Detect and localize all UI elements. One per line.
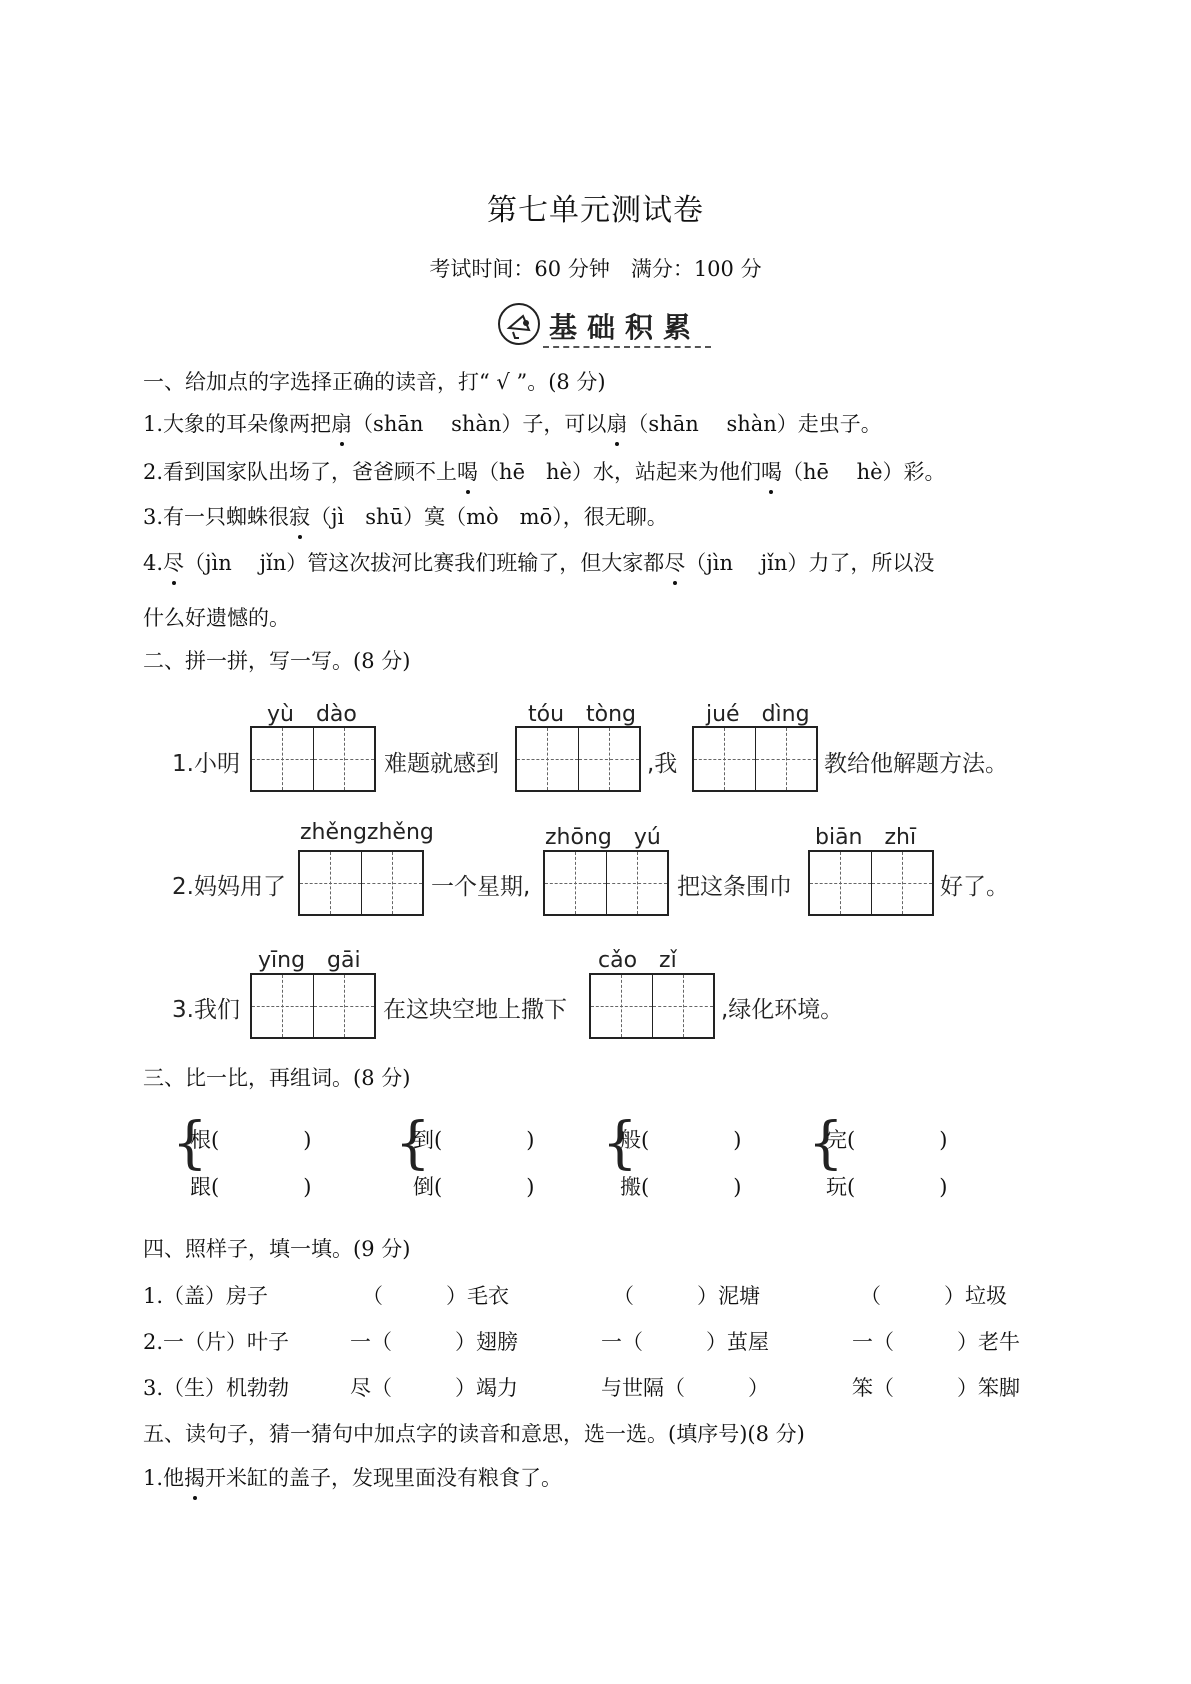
dotted-char: 寂: [289, 501, 310, 531]
brace-icon: {: [172, 1111, 208, 1176]
writing-grid[interactable]: [515, 726, 641, 792]
writing-grid[interactable]: [692, 726, 818, 792]
q2-text: ,我: [647, 751, 678, 777]
section-banner: [497, 302, 712, 354]
pinyin-label: yù dào: [267, 702, 357, 727]
q2-text: 在这块空地上撒下: [383, 997, 567, 1023]
q5-item-1: 1.他揭开米缸的盖子，发现里面没有粮食了。: [143, 1462, 562, 1492]
pinyin-label: tóu tòng: [528, 702, 637, 727]
q2-row-label: 3.我们: [172, 997, 240, 1023]
q1-item-4-cont: 什么好遗憾的。: [143, 606, 290, 630]
writing-grid[interactable]: [298, 850, 424, 916]
q4-cell: （ ）垃圾: [860, 1284, 1007, 1308]
q1-item-2: 2.看到国家队出场了，爸爸顾不上喝（hē hè）水，站起来为他们喝（hē hè）彩。: [143, 456, 946, 486]
q4-cell: 尽（ ）竭力: [350, 1376, 518, 1400]
q5-heading: 五、读句子，猜一猜句中加点字的读音和意思，选一选。(填序号)(8 分): [143, 1422, 805, 1446]
writing-grid[interactable]: [250, 973, 376, 1039]
megaphone-icon: [497, 302, 541, 346]
q2-text: 把这条围巾: [677, 874, 792, 900]
q2-text: 好了。: [940, 874, 1009, 900]
q4-cell: 3.（生）机勃勃: [143, 1376, 290, 1400]
writing-grid[interactable]: [543, 850, 669, 916]
exam-info: 考试时间：60 分钟 满分：100 分: [429, 257, 762, 281]
dotted-char: 尽: [664, 547, 685, 577]
q4-cell: （ ）泥塘: [613, 1284, 760, 1308]
banner-underline: [543, 346, 711, 348]
q4-cell: （ ）毛衣: [362, 1284, 509, 1308]
q2-text: 难题就感到: [384, 751, 499, 777]
q4-cell: 1.（盖）房子: [143, 1284, 269, 1308]
pinyin-label: jué dìng: [706, 702, 810, 727]
pinyin-label: cǎo zǐ: [598, 948, 677, 973]
word-pair-top: 般( ): [620, 1128, 742, 1152]
brace-icon: {: [808, 1111, 844, 1176]
word-pair-bottom: 玩( ): [826, 1175, 948, 1199]
pinyin-label: yīng gāi: [258, 948, 361, 973]
word-pair-top: 完( ): [826, 1128, 948, 1152]
dotted-char: 扇: [331, 408, 352, 438]
q1-item-1: 1.大象的耳朵像两把扇（shān shàn）子，可以扇（shān shàn）走虫子。: [143, 408, 882, 438]
word-pair-bottom: 倒( ): [413, 1175, 535, 1199]
q3-heading: 三、比一比，再组词。(8 分): [143, 1066, 411, 1090]
brace-icon: {: [602, 1111, 638, 1176]
q4-heading: 四、照样子，填一填。(9 分): [143, 1237, 411, 1261]
dotted-char: 揭: [184, 1462, 205, 1492]
dotted-char: 喝: [761, 456, 782, 486]
page-title: 第七单元测试卷: [487, 193, 704, 228]
q1-item-3: 3.有一只蜘蛛很寂（jì shū）寞（mò mō），很无聊。: [143, 501, 668, 531]
writing-grid[interactable]: [250, 726, 376, 792]
q2-row-label: 1.小明: [172, 751, 240, 777]
q2-row-label: 2.妈妈用了: [172, 874, 286, 900]
writing-grid[interactable]: [808, 850, 934, 916]
q2-text: 一个星期,: [431, 874, 531, 900]
q4-cell: 一（ ）茧屋: [601, 1330, 769, 1354]
dotted-char: 尽: [163, 547, 184, 577]
q4-cell: 2.一（片）叶子: [143, 1330, 290, 1354]
word-pair-top: 根( ): [190, 1128, 312, 1152]
q1-heading: 一、给加点的字选择正确的读音，打“ √ ”。(8 分): [143, 370, 606, 394]
q4-cell: 一（ ）翅膀: [350, 1330, 518, 1354]
word-pair-bottom: 搬( ): [620, 1175, 742, 1199]
q4-cell: 与世隔（ ）: [601, 1376, 769, 1400]
section-banner-label: 基础积累: [549, 311, 702, 344]
writing-grid[interactable]: [589, 973, 715, 1039]
word-pair-top: 到( ): [413, 1128, 535, 1152]
dotted-char: 喝: [457, 456, 478, 486]
dotted-char: 扇: [606, 408, 627, 438]
word-pair-bottom: 跟( ): [190, 1175, 312, 1199]
pinyin-label: biān zhī: [815, 825, 917, 850]
q1-item-4: 4.尽（jìn jǐn）管这次拔河比赛我们班输了，但大家都尽（jìn jǐn）力了，所以没: [143, 547, 934, 577]
q2-text: 教给他解题方法。: [824, 751, 1008, 777]
pinyin-label: zhōng yú: [545, 825, 661, 850]
q4-cell: 一（ ）老牛: [852, 1330, 1020, 1354]
brace-icon: {: [395, 1111, 431, 1176]
q2-heading: 二、拼一拼，写一写。(8 分): [143, 649, 411, 673]
pinyin-label: zhěngzhěng: [300, 820, 434, 845]
q2-text: ,绿化环境。: [721, 997, 844, 1023]
q4-cell: 笨（ ）笨脚: [852, 1376, 1020, 1400]
